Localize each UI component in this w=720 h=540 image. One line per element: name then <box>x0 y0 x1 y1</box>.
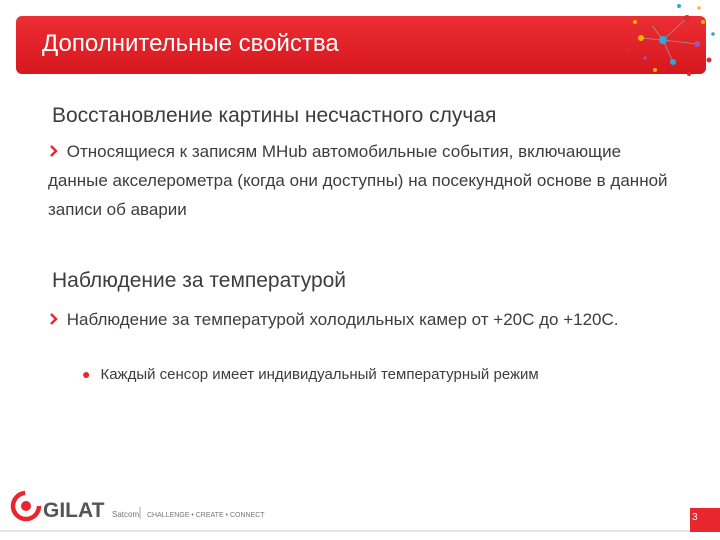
bullet-dot-icon: ● <box>82 366 91 382</box>
title-bar <box>16 16 706 74</box>
logo-text: GILAT <box>43 499 105 522</box>
section-heading-accident: Восстановление картины несчастного случая <box>52 104 497 127</box>
chevron-right-icon <box>48 145 60 157</box>
gilat-logo <box>10 486 265 526</box>
accident-description-text: Относящиеся к записям MHub автомобильные события, включающие данные акселерометра (когда они доступны) на посекундной основе в данной записи об аварии <box>48 142 668 219</box>
temperature-description <box>48 305 678 334</box>
temperature-description-text: Наблюдение за температурой холодильных камер от +20С до +120С. <box>66 310 619 329</box>
logo-sub-text: Satcom <box>112 510 140 519</box>
chevron-right-icon <box>48 313 60 325</box>
tagline-text: CHALLENGE • CREATE • CONNECT <box>147 512 265 519</box>
section-heading-temperature: Наблюдение за температурой <box>52 269 347 292</box>
sensor-bullet-text: Каждый сенсор имеет индивидуальный температурный режим <box>100 366 539 383</box>
network-graph-icon <box>615 0 720 92</box>
footer-divider <box>0 530 720 532</box>
page-number: 3 <box>690 508 720 532</box>
sensor-bullet <box>82 366 539 383</box>
slide-title: Дополнительные свойства <box>42 30 339 57</box>
accident-description <box>48 137 678 224</box>
